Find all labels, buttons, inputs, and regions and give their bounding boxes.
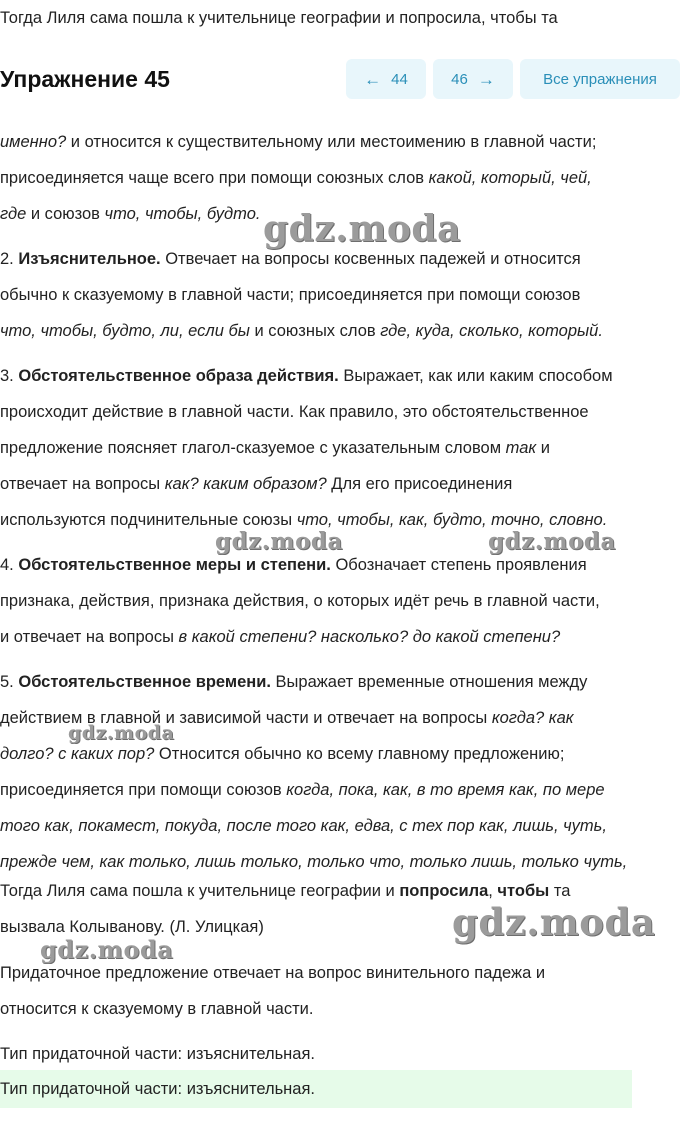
text-line	[0, 358, 680, 394]
text-line	[0, 466, 680, 502]
watermark-logo: gdz.moda	[215, 528, 343, 555]
text-line: Тип придаточной части: изъяснительная.	[0, 1045, 315, 1063]
top-text-line: Тогда Лиля сама пошла к учительнице географии и попросила, чтобы та	[0, 9, 558, 27]
text-line	[0, 124, 680, 160]
text-fragment: та	[549, 882, 571, 900]
answer-text: Тип придаточной части: изъяснительная.	[0, 1080, 315, 1098]
text-fragment: так	[505, 439, 537, 457]
text-line: относится к сказуемому в главной части.	[0, 1000, 314, 1018]
text-fragment: где, куда, сколько, который.	[380, 322, 603, 340]
text-fragment: Относится обычно ко всему главному предложению;	[154, 745, 565, 763]
text-fragment: и союзов	[26, 205, 105, 223]
text-fragment: отвечает на вопросы	[0, 475, 165, 493]
text-fragment: 5.	[0, 673, 19, 691]
text-line: Придаточное предложение отвечает на вопрос винительного падежа и	[0, 964, 546, 982]
arrow-left-icon: ←	[364, 69, 382, 89]
text-line: признака, действия, признака действия, о которых идёт речь в главной части,	[0, 592, 600, 610]
text-fragment: Обстоятельственное времени.	[18, 673, 271, 691]
text-line: того как, покамест, покуда, после того как, едва, с тех пор как, лишь, чуть,	[0, 817, 607, 835]
text-fragment: используются подчинительные союзы	[0, 511, 297, 529]
next-exercise-label: 46	[451, 70, 468, 88]
text-fragment: Выражает, как или каким способом	[338, 367, 613, 385]
prev-exercise-button[interactable]	[346, 59, 426, 99]
next-exercise-button[interactable]	[433, 59, 513, 99]
text-fragment: действием в главной и зависимой части и отвечает на вопросы	[0, 709, 492, 727]
all-exercises-label: Все упражнения	[543, 70, 657, 88]
text-fragment: Обстоятельственное образа действия.	[18, 367, 339, 385]
watermark-logo: gdz.moda	[40, 935, 174, 964]
text-fragment: попросила	[399, 882, 489, 900]
arrow-right-icon: →	[477, 69, 495, 89]
text-fragment: чтобы	[497, 882, 550, 900]
text-fragment: Обозначает степень проявления	[330, 556, 587, 574]
text-fragment: предложение поясняет глагол-сказуемое с указательным словом	[0, 439, 506, 457]
exercise-header	[0, 58, 680, 104]
text-line: происходит действие в главной части. Как правило, это обстоятельственное	[0, 403, 589, 421]
watermark-logo: gdz.moda	[452, 900, 656, 944]
text-fragment: Тогда Лиля сама пошла к учительнице географии и	[0, 882, 400, 900]
watermark-logo: gdz.moda	[68, 722, 175, 744]
text-fragment: какой, который, чей,	[428, 169, 592, 187]
text-fragment: Выражает временные отношения между	[270, 673, 588, 691]
text-fragment: как? каким образом?	[164, 475, 327, 493]
text-fragment: что, чтобы, будто, ли, если бы	[0, 322, 250, 340]
text-line: вызвала Колыванову. (Л. Улицкая)	[0, 918, 264, 936]
text-fragment: когда, пока, как, в то время как, по мере	[286, 781, 605, 799]
text-fragment: 4.	[0, 556, 19, 574]
text-fragment: Отвечает на вопросы косвенных падежей и относится	[160, 250, 581, 268]
text-fragment: 3.	[0, 367, 19, 385]
text-line	[0, 160, 680, 196]
text-fragment: в какой степени? насколько? до какой степени?	[178, 628, 561, 646]
watermark-logo: gdz.moda	[488, 528, 616, 555]
text-fragment: Изъяснительное.	[18, 250, 161, 268]
text-fragment: что, чтобы, будто.	[104, 205, 261, 223]
text-fragment: и отвечает на вопросы	[0, 628, 179, 646]
text-fragment: присоединяется при помощи союзов	[0, 781, 287, 799]
text-fragment: и союзных слов	[249, 322, 381, 340]
text-fragment: присоединяется чаще всего при помощи союзных слов	[0, 169, 429, 187]
text-fragment: долго? с каких пор?	[0, 745, 155, 763]
text-fragment: Для его присоединения	[326, 475, 513, 493]
text-line: обычно к сказуемому в главной части; присоединяется при помощи союзов	[0, 286, 581, 304]
text-line	[0, 313, 680, 349]
prev-exercise-label: 44	[391, 70, 408, 88]
text-fragment: и	[536, 439, 550, 457]
text-line: прежде чем, как только, лишь только, только что, только лишь, только чуть,	[0, 853, 628, 871]
text-fragment: Обстоятельственное меры и степени.	[18, 556, 331, 574]
text-line	[0, 619, 680, 655]
text-line	[0, 664, 680, 700]
text-line	[0, 772, 680, 808]
text-line	[0, 430, 680, 466]
all-exercises-button[interactable]	[520, 59, 680, 99]
text-fragment: и относится к существительному или местоимению в главной части;	[66, 133, 597, 151]
text-fragment: 2.	[0, 250, 19, 268]
text-fragment: ,	[488, 882, 498, 900]
text-fragment: что, чтобы, как, будто, точно, словно.	[296, 511, 608, 529]
text-fragment: именно?	[0, 133, 67, 151]
watermark-logo: gdz.moda	[263, 208, 461, 250]
text-fragment: где	[0, 205, 27, 223]
text-fragment: когда? как	[491, 709, 574, 727]
page-title: Упражнение 45	[0, 66, 170, 92]
